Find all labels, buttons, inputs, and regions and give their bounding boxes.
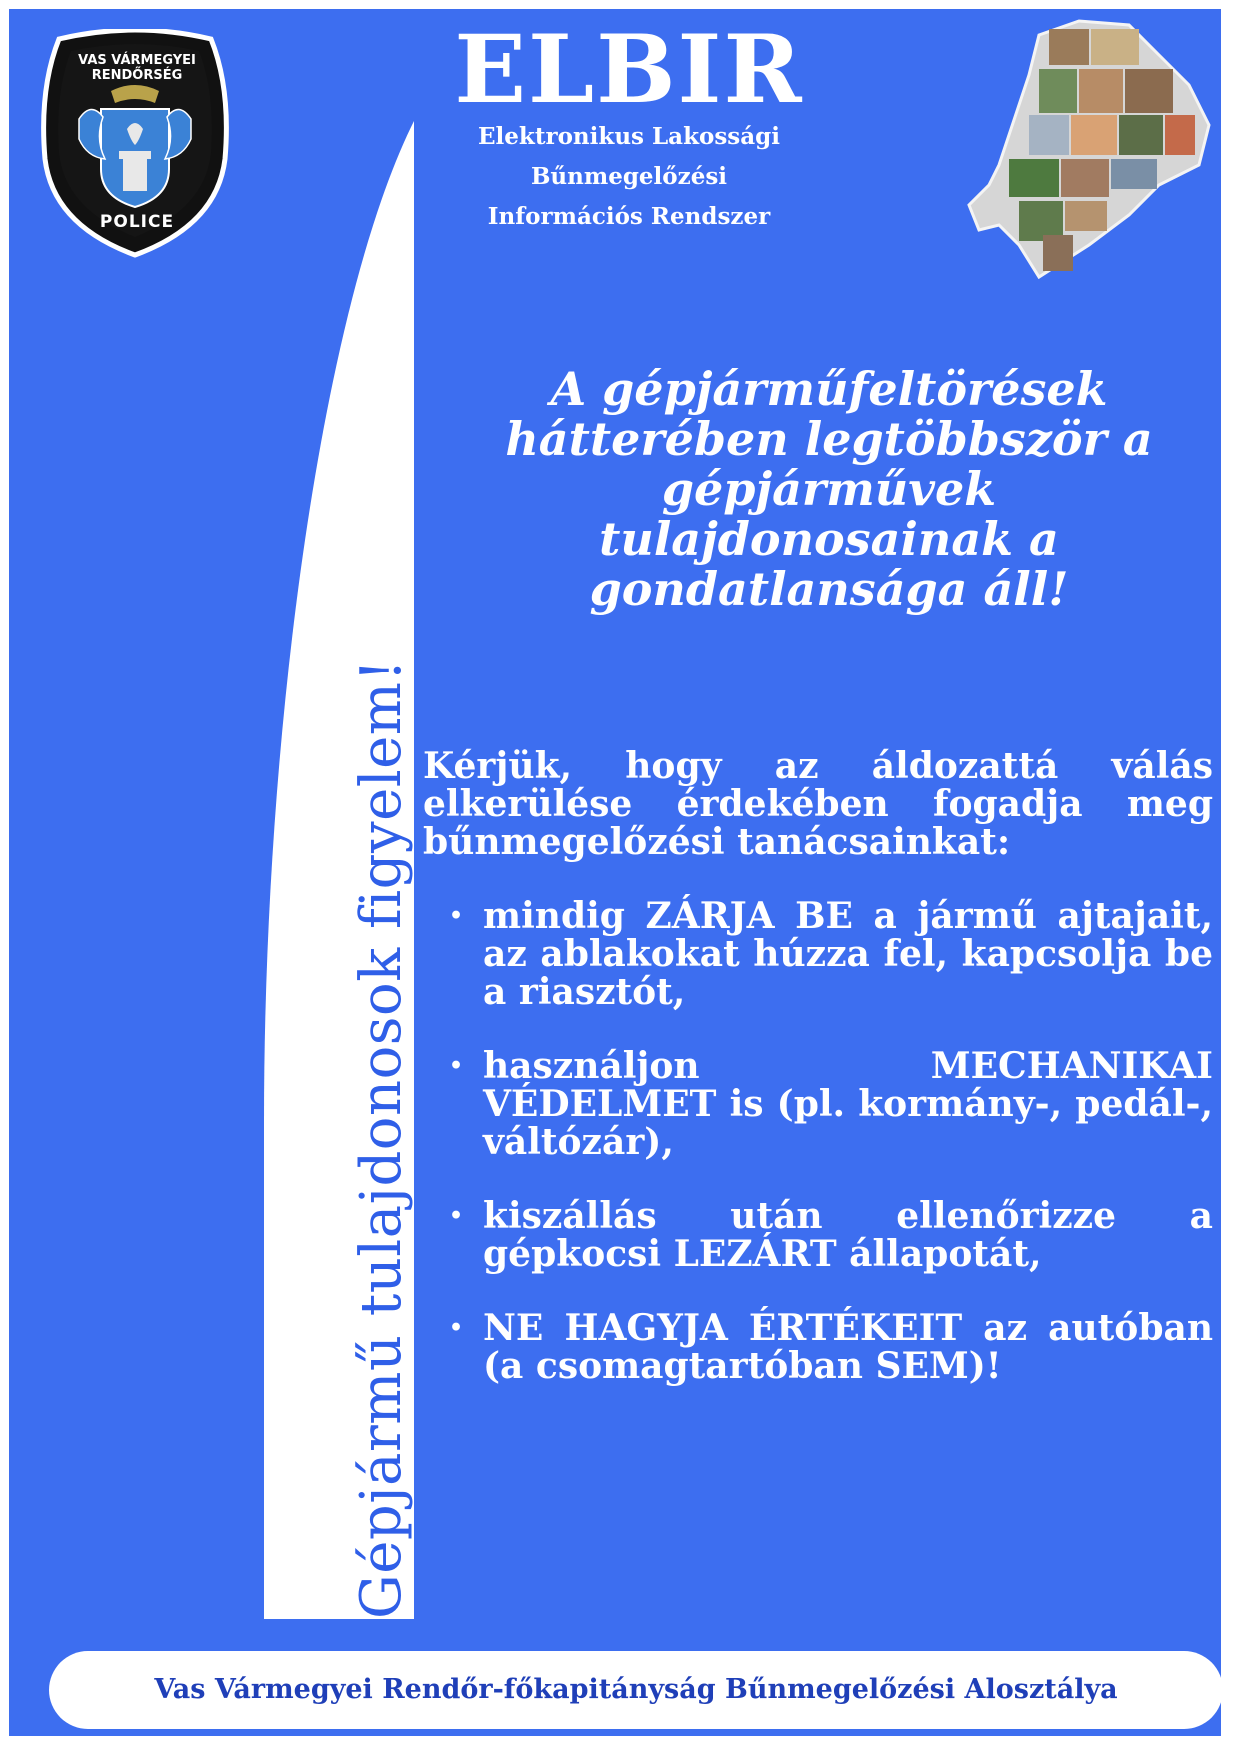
page-title: ELBIR bbox=[454, 15, 804, 125]
badge-bottom-text: POLICE bbox=[99, 212, 175, 232]
intro-paragraph: Kérjük, hogy az áldozattá válás elkerülése érdekében fogadja meg bűnmegelőzési tanácsainkat: bbox=[423, 745, 1213, 863]
subtitle-line: Bűnmegelőzési bbox=[530, 163, 728, 190]
tip-text: NE HAGYJA ÉRTÉKEIT az autóban (a csomagtartóban SEM)! bbox=[483, 1307, 1213, 1387]
list-item bbox=[449, 1309, 1213, 1385]
list-item bbox=[449, 897, 1213, 1011]
bullet-icon: • bbox=[449, 1315, 464, 1341]
list-item bbox=[449, 1197, 1213, 1273]
badge-top-text: VAS VÁRMEGYEI RENDŐRSÉG bbox=[78, 53, 196, 83]
vertical-warning-title: Gépjármű tulajdonosok figyelem! bbox=[349, 658, 414, 1619]
poster-background bbox=[9, 9, 1221, 1736]
subtitle-line: Elektronikus Lakossági bbox=[478, 123, 780, 150]
bullet-icon: • bbox=[449, 1053, 464, 1079]
list-item bbox=[449, 1047, 1213, 1161]
footer-text: Vas Vármegyei Rendőr-főkapitányság Bűnmegelőzési Alosztálya bbox=[154, 1674, 1118, 1705]
tip-text: használjon MECHANIKAI VÉDELMET is (pl. kormány-, pedál-, váltózár), bbox=[483, 1045, 1213, 1163]
bullet-icon: • bbox=[449, 903, 464, 929]
footer-banner bbox=[49, 1651, 1223, 1729]
county-map-collage-image bbox=[959, 15, 1219, 285]
headline: A gépjárműfeltörések hátterében legtöbbször a gépjárművek tulajdonosainak a gondatlansága áll! bbox=[505, 362, 1153, 616]
tip-text: kiszállás után ellenőrizze a gépkocsi LEZÁRT állapotát, bbox=[483, 1195, 1213, 1275]
tip-text: mindig ZÁRJA BE a jármű ajtajait, az ablakokat húzza fel, kapcsolja be a riasztót, bbox=[483, 895, 1213, 1013]
subtitle-line: Információs Rendszer bbox=[487, 203, 771, 230]
page-subtitle bbox=[419, 117, 839, 237]
tips-list bbox=[449, 897, 1213, 1421]
bullet-icon: • bbox=[449, 1203, 464, 1229]
